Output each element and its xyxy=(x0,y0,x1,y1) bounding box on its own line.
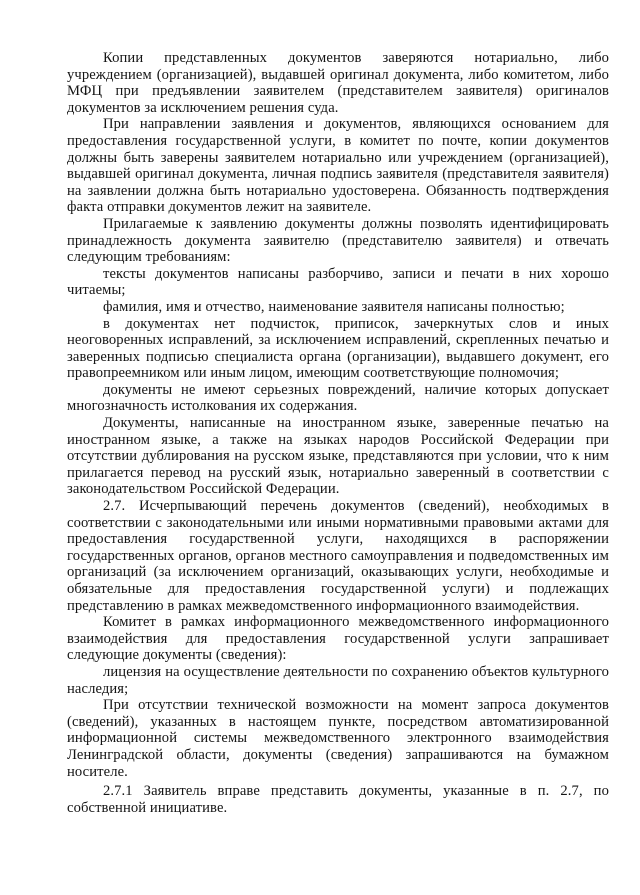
section-2-7: 2.7. Исчерпывающий перечень документов (сведений), необходимых в соответствии с законодательными или иными нормативными правовыми актами для предоставления государственной услуги, находящихся в распоряжении государственных органов, органов местного самоуправления и подведомственных им организаций (за исключением организаций, оказывающих услуги, необходимые и обязательные для предоставления государственной услуги) и подлежащих представлению в рамках межведомственного информационного взаимодействия. xyxy=(67,498,609,614)
paragraph-committee-requests: Комитет в рамках информационного межведомственного информационного взаимодействия для предоставления государственной услуги запрашивает следующие документы (сведения): xyxy=(67,614,609,664)
item-license: лицензия на осуществление деятельности по сохранению объектов культурного наследия; xyxy=(67,663,609,697)
paragraph-document-requirements: Прилагаемые к заявлению документы должны позволять идентифицировать принадлежность документа заявителю (представителю заявителя) и отвечать следующим требованиям: xyxy=(67,215,609,266)
paragraph-paper-request: При отсутствии технической возможности на момент запроса документов (сведений), указанных в настоящем пункте, посредством автоматизированной информационной системы межведомственного электронного взаимодействия Ленинградской области, документы (сведения) запрашиваются на бумажном носителе. xyxy=(67,697,609,780)
document-body xyxy=(67,50,609,816)
requirement-full-name: фамилия, имя и отчество, наименование заявителя написаны полностью; xyxy=(103,298,565,315)
requirement-no-corrections: в документах нет подчисток, приписок, зачеркнутых слов и иных неоговоренных исправлений, за исключением исправлений, скрепленных печатью и заверенных подписью специалиста органа (организации), выдавшего документ, его правопреемником или иным лицом, имеющим соответствующие полномочия; xyxy=(67,315,609,382)
requirement-legible-text: тексты документов написаны разборчиво, записи и печати в них хорошо читаемы; xyxy=(67,265,609,299)
paragraph-foreign-documents: Документы, написанные на иностранном языке, заверенные печатью на иностранном языке, а также на языках народов Российской Федерации при отсутствии дублирования на русском языке, представляются при условии, что к ним прилагается перевод на русский язык, нотариально заверенный в соответствии с законодательством Российской Федерации. xyxy=(67,415,609,498)
paragraph-copies-certification: Копии представленных документов заверяются нотариально, либо учреждением (организацией), выдавшей оригинал документа, либо комитетом, либо МФЦ при предъявлении заявителем (представителем заявителя) оригиналов документов за исключением решения суда. xyxy=(67,50,609,116)
paragraph-postal-submission: При направлении заявления и документов, являющихся основанием для предоставления государственной услуги, в комитет по почте, копии документов должны быть заверены заявителем нотариально или учреждением (организацией), выдавшей оригинал документа, личная подпись заявителя (представителя заявителя) на заявлении должна быть нотариально удостоверена. Обязанность подтверждения факта отправки документов лежит на заявителе. xyxy=(67,116,609,216)
section-2-7-1: 2.7.1 Заявитель вправе представить документы, указанные в п. 2.7, по собственной инициативе. xyxy=(67,783,609,816)
requirement-no-damage: документы не имеют серьезных повреждений, наличие которых допускает многозначность истолкования их содержания. xyxy=(67,381,609,415)
